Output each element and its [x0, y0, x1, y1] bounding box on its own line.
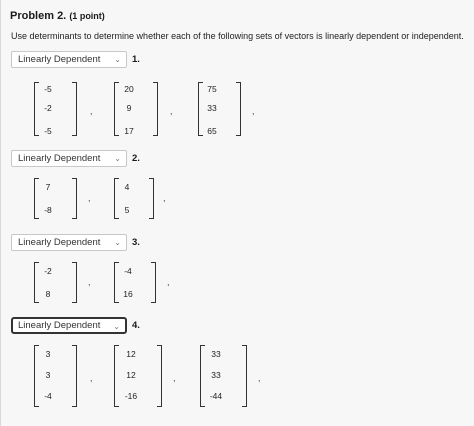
question-number-1: 1. [132, 54, 140, 65]
answer-select-2-value: Linearly Dependent [18, 153, 101, 164]
vector-2-1-entry-2: -8 [44, 205, 52, 215]
vector-4-2-entry-1: 12 [126, 349, 136, 359]
vector-separator: , [88, 277, 91, 287]
vector-3-1-entry-1: -2 [44, 266, 52, 276]
question-number-4: 4. [132, 320, 140, 331]
vector-bracket-right [153, 82, 158, 136]
vector-4-2-entry-3: -16 [124, 391, 138, 401]
vector-separator: , [170, 106, 173, 116]
answer-select-3[interactable] [11, 234, 127, 251]
vector-bracket-right [149, 178, 154, 219]
vector-separator: , [167, 277, 170, 287]
vector-1-2-entry-2: 9 [126, 103, 132, 113]
vector-bracket-right [151, 262, 156, 303]
vector-2-2-entry-2: 5 [124, 205, 130, 215]
answer-select-3-value: Linearly Dependent [18, 237, 101, 248]
vector-2-1-entry-1: 7 [45, 182, 51, 192]
problem-prompt: Use determinants to determine whether each of the following sets of vectors is linearly dependent or independent. [11, 31, 464, 41]
answer-select-2[interactable] [11, 150, 127, 167]
vector-separator: , [90, 106, 93, 116]
problem-title [10, 10, 105, 22]
vector-bracket-right [236, 82, 241, 136]
vector-1-3-entry-1: 75 [207, 84, 217, 94]
vector-separator: , [173, 373, 176, 383]
vector-separator: , [88, 193, 91, 203]
vector-1-1-entry-1: -5 [44, 84, 52, 94]
chevron-down-icon: ⌄ [113, 322, 120, 331]
vector-4-1-entry-1: 3 [45, 349, 51, 359]
problem-title-text: Problem 2. [10, 10, 67, 22]
vector-bracket-right [157, 345, 162, 407]
chevron-down-icon: ⌄ [114, 154, 121, 163]
question-number-2: 2. [132, 153, 140, 164]
vector-separator: , [258, 373, 261, 383]
vector-3-1-entry-2: 8 [45, 289, 51, 299]
vector-4-1-entry-3: -4 [44, 391, 52, 401]
problem-points: (1 point) [69, 11, 105, 21]
vector-1-1-entry-2: -2 [44, 103, 52, 113]
vector-4-3-entry-2: 33 [211, 370, 221, 380]
vector-separator: , [252, 106, 255, 116]
vector-4-3-entry-3: -44 [209, 391, 223, 401]
chevron-down-icon: ⌄ [114, 55, 121, 64]
vector-1-2-entry-3: 17 [124, 126, 134, 136]
vector-2-2-entry-1: 4 [124, 182, 130, 192]
vector-bracket-right [72, 178, 77, 219]
vector-1-2-entry-1: 20 [124, 84, 134, 94]
chevron-down-icon: ⌄ [114, 238, 121, 247]
vector-1-3-entry-2: 33 [207, 103, 217, 113]
answer-select-1[interactable] [11, 51, 127, 68]
vector-separator: , [90, 373, 93, 383]
vector-1-1-entry-3: -5 [44, 126, 52, 136]
answer-select-4-value: Linearly Dependent [18, 320, 101, 331]
vector-3-2-entry-2: 16 [123, 289, 133, 299]
vector-3-2-entry-1: -4 [124, 266, 132, 276]
vector-bracket-right [72, 82, 77, 136]
vector-1-3-entry-3: 65 [207, 126, 217, 136]
answer-select-1-value: Linearly Dependent [18, 54, 101, 65]
vector-bracket-right [72, 262, 77, 303]
vector-separator: , [163, 193, 166, 203]
answer-select-4[interactable] [11, 317, 127, 334]
vector-4-2-entry-2: 12 [126, 370, 136, 380]
vector-bracket-right [72, 345, 77, 407]
vector-4-3-entry-1: 33 [211, 349, 221, 359]
question-number-3: 3. [132, 237, 140, 248]
vector-4-1-entry-2: 3 [45, 370, 51, 380]
vector-bracket-right [242, 345, 247, 407]
